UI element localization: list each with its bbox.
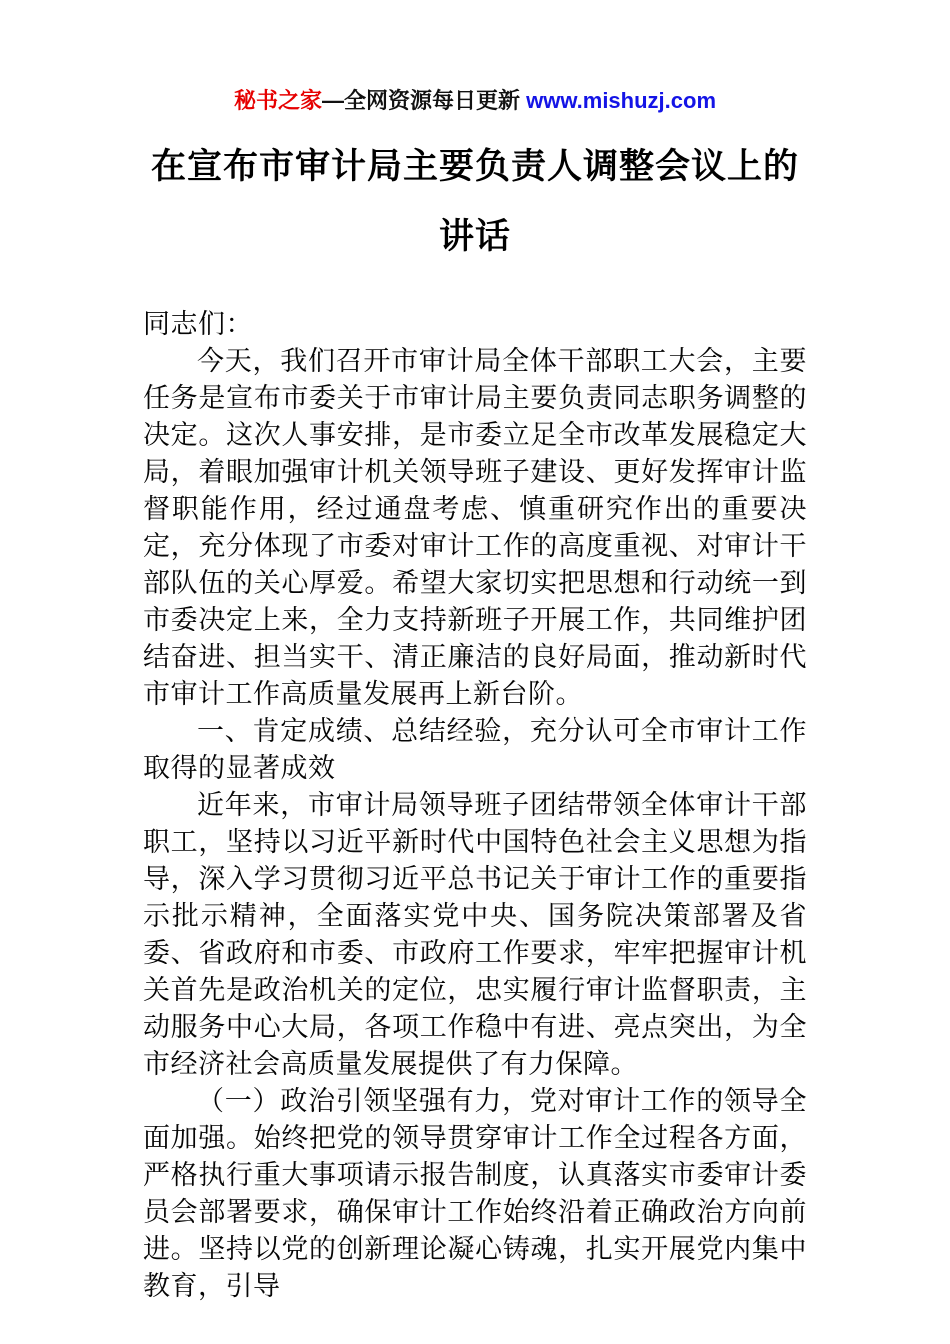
document-body <box>143 306 807 1305</box>
paragraph-opening: 今天，我们召开市审计局全体干部职工大会，主要任务是宣布市委关于市审计局主要负责同志职务调整的决定。这次人事安排，是市委立足全市改革发展稳定大局，着眼加强审计机关领导班子建设、更好发挥审计监督职能作用，经过通盘考虑、慎重研究作出的重要决定，充分体现了市委对审计工作的高度重视、对审计干部队伍的关心厚爱。希望大家切实把思想和行动统一到市委决定上来，全力支持新班子开展工作，共同维护团结奋进、担当实干、清正廉洁的良好局面，推动新时代市审计工作高质量发展再上新台阶。 <box>143 346 807 709</box>
site-header <box>143 86 807 116</box>
document-title <box>143 132 807 272</box>
document-title-line-2: 讲话 <box>438 217 511 256</box>
site-tagline: —全网资源每日更新 <box>322 88 527 113</box>
section-heading-1: 一、肯定成绩、总结经验，充分认可全市审计工作取得的显著成效 <box>143 716 807 783</box>
paragraph-achievements: 近年来，市审计局领导班子团结带领全体审计干部职工，坚持以习近平新时代中国特色社会主义思想为指导，深入学习贯彻习近平总书记关于审计工作的重要指示批示精神，全面落实党中央、国务院决策部署及省委、省政府和市委、市政府工作要求，牢牢把握审计机关首先是政治机关的定位，忠实履行审计监督职责，主动服务中心大局，各项工作稳中有进、亮点突出，为全市经济社会高质量发展提供了有力保障。 <box>143 790 807 1079</box>
document-title-line-1: 在宣布市审计局主要负责人调整会议上的 <box>150 147 799 186</box>
site-url: www.mishuzj.com <box>526 88 717 113</box>
salutation: 同志们： <box>143 309 253 339</box>
site-brand: 秘书之家 <box>233 88 322 113</box>
paragraph-political-leadership: （一）政治引领坚强有力，党对审计工作的领导全面加强。始终把党的领导贯穿审计工作全过程各方面，严格执行重大事项请示报告制度，认真落实市委审计委员会部署要求，确保审计工作始终沿着正确政治方向前进。坚持以党的创新理论凝心铸魂，扎实开展党内集中教育，引导 <box>143 1086 807 1301</box>
